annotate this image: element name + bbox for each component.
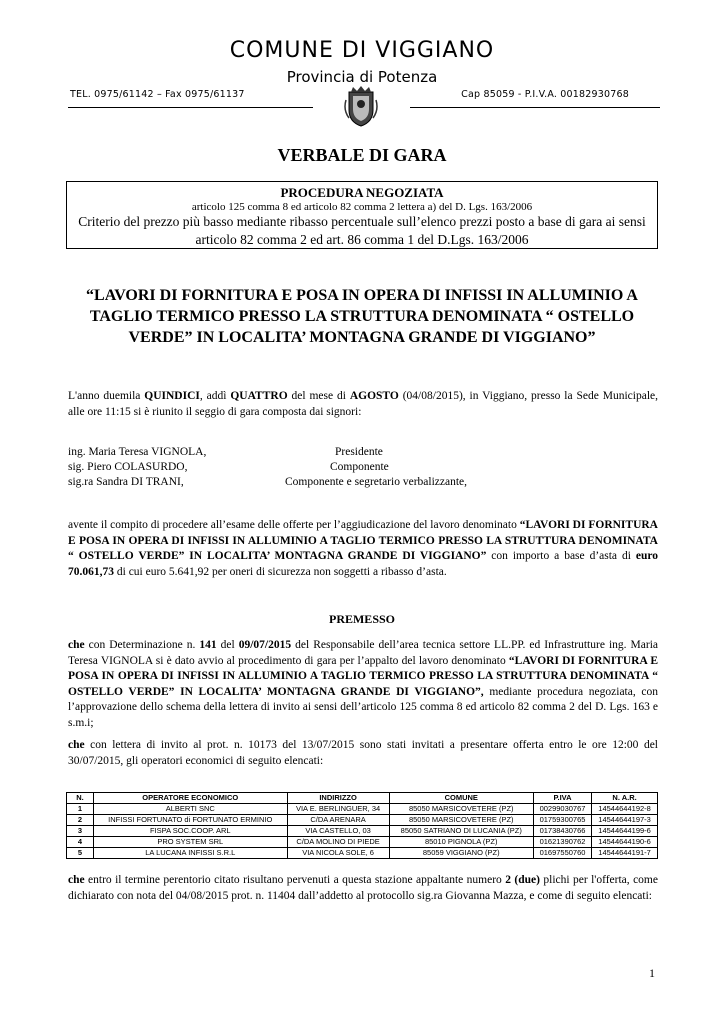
- table-cell: 14544644190-6: [592, 837, 658, 848]
- che-keyword: che: [68, 739, 85, 751]
- intro-year: QUINDICI: [144, 390, 200, 402]
- task-paragraph: [68, 518, 658, 580]
- member-name: sig. Piero COLASURDO,: [68, 461, 188, 473]
- table-row: [67, 848, 658, 859]
- table-row: [67, 837, 658, 848]
- premesso-paragraph-1: [68, 638, 658, 731]
- contact-cap-piva: Cap 85059 - P.I.V.A. 00182930768: [461, 89, 629, 100]
- column-header: COMUNE: [389, 793, 533, 804]
- procedure-box: [66, 181, 658, 249]
- document-title: VERBALE DI GARA: [277, 145, 447, 165]
- intro-text: del mese di: [287, 390, 350, 402]
- intro-text: , addì: [199, 390, 231, 402]
- determination-date: 09/07/2015: [238, 639, 292, 651]
- table-cell: 85050 MARSICOVETERE (PZ): [389, 804, 533, 815]
- premesso-text: entro il termine perentorio citato risultano pervenuti a questa stazione appaltante numero: [84, 874, 506, 886]
- table-cell: 14544644197-3: [592, 815, 658, 826]
- che-keyword: che: [68, 874, 85, 886]
- table-cell: 14544644192-8: [592, 804, 658, 815]
- table-cell: PRO SYSTEM SRL: [94, 837, 288, 848]
- table-cell: ALBERTI SNC: [94, 804, 288, 815]
- task-work-title: “LAVORI DI FORNITURA E POSA IN OPERA DI INFISSI IN ALLUMINIO A TAGLIO TERMICO PRESSO LA STRUTTURA DENOMINATA “ OSTELLO VERDE” IN LOCALITA’ MONTAGNA GRANDE DI VIGGIANO”: [68, 519, 658, 562]
- table-cell: 85059 VIGGIANO (PZ): [389, 848, 533, 859]
- province-subtitle: Provincia di Potenza: [286, 68, 438, 86]
- envelope-count: 2 (due): [505, 874, 540, 886]
- column-header: P.IVA: [533, 793, 591, 804]
- task-amount: euro 70.061,73: [68, 550, 658, 578]
- member-name: sig.ra Sandra DI TRANI,: [68, 476, 184, 488]
- intro-text: (04/08/2015), in Viggiano, presso la Sede Municipale, alle ore 11:15 si è riunito il seggio di gara composta dai signori:: [68, 390, 658, 418]
- intro-day: QUATTRO: [230, 390, 288, 402]
- table-row: [67, 804, 658, 815]
- table-cell: INFISSI FORTUNATO di FORTUNATO ERMINIO: [94, 815, 288, 826]
- table-cell: FISPA SOC.COOP. ARL: [94, 826, 288, 837]
- table-cell: 5: [67, 848, 94, 859]
- coat-of-arms-icon: [343, 86, 379, 128]
- task-text: di cui euro 5.641,92 per oneri di sicurezza non soggetti a ribasso d’asta.: [114, 565, 447, 578]
- task-text: avente il compito di procedere all’esame delle offerte per l’aggiudicazione del lavoro denominato: [68, 519, 520, 531]
- header-rule-right: [410, 107, 660, 108]
- che-keyword: che: [68, 639, 85, 651]
- member-name: ing. Maria Teresa VIGNOLA,: [68, 446, 207, 458]
- page-number: 1: [649, 966, 655, 980]
- table-cell: 00299030767: [533, 804, 591, 815]
- table-cell: 01697550760: [533, 848, 591, 859]
- premesso-text: del: [216, 639, 239, 651]
- premesso-text: con Determinazione n.: [84, 639, 200, 651]
- table-row: [67, 815, 658, 826]
- premesso-text: plichi per l'offerta, come dichiarato con nota del 04/08/2015 prot. n. 11404 dall’addetto al protocollo sig.ra Giovanna Mazza, e come di seguito elencati:: [68, 874, 658, 902]
- table-cell: 85050 MARSICOVETERE (PZ): [389, 815, 533, 826]
- table-cell: 01759300765: [533, 815, 591, 826]
- table-cell: C/DA MOLINO DI PIEDE: [287, 837, 389, 848]
- table-cell: 3: [67, 826, 94, 837]
- table-cell: 85050 SATRIANO DI LUCANIA (PZ): [389, 826, 533, 837]
- determination-number: 141: [199, 639, 217, 651]
- table-cell: 4: [67, 837, 94, 848]
- table-cell: 2: [67, 815, 94, 826]
- table-cell: 14544644199-6: [592, 826, 658, 837]
- table-cell: LA LUCANA INFISSI S.R.L: [94, 848, 288, 859]
- table-cell: 01738430766: [533, 826, 591, 837]
- premesso-paragraph-2: [68, 738, 658, 769]
- table-cell: VIA CASTELLO, 03: [287, 826, 389, 837]
- column-header: OPERATORE ECONOMICO: [94, 793, 288, 804]
- intro-text: L'anno duemila: [68, 390, 145, 402]
- column-header: INDIRIZZO: [287, 793, 389, 804]
- table-cell: 1: [67, 804, 94, 815]
- table-cell: C/DA ARENARA: [287, 815, 389, 826]
- table-cell: 14544644191-7: [592, 848, 658, 859]
- table-cell: 85010 PIGNOLA (PZ): [389, 837, 533, 848]
- table-cell: VIA E. BERLINGUER, 34: [287, 804, 389, 815]
- premesso-work-title: “LAVORI DI FORNITURA E POSA IN OPERA DI INFISSI IN ALLUMINIO A TAGLIO TERMICO PRESSO LA STRUTTURA DENOMINATA “ OSTELLO VERDE” IN LOCALITA’ MONTAGNA GRANDE DI VIGGIANO”,: [68, 654, 658, 698]
- table-header-row: [67, 793, 658, 804]
- premesso-paragraph-3: [68, 873, 658, 904]
- contact-phone-fax: TEL. 0975/61142 – Fax 0975/61137: [70, 89, 245, 100]
- column-header: N.: [67, 793, 94, 804]
- procedure-heading: PROCEDURA NEGOZIATA: [280, 185, 444, 200]
- task-text: con importo a base d’asta di: [486, 550, 636, 562]
- premesso-text: con lettera di invito al prot. n. 10173 del 13/07/2015 sono stati invitati a presentare offerta entro le ore 12:00 del 30/07/2015, gli operatori economici di seguito elencati:: [68, 739, 658, 767]
- premesso-text: del Responsabile dell’area tecnica settore LL.PP. ed Infrastrutture ing. Maria Teresa VIGNOLA si è dato avvio al procedimento di gara per l’appalto del lavoro denominato: [68, 639, 658, 667]
- table-row: [67, 826, 658, 837]
- table-cell: VIA NICOLA SOLE, 6: [287, 848, 389, 859]
- member-role: Componente: [330, 461, 389, 473]
- member-role: Componente e segretario verbalizzante,: [285, 476, 468, 488]
- procedure-criterion: Criterio del prezzo più basso mediante ribasso percentuale sull’elenco prezzi posto a base di gara ai sensi articolo 82 comma 2 ed art. 86 comma 1 del D.Lgs. 163/2006: [78, 214, 646, 247]
- procedure-legal-reference: articolo 125 comma 8 ed articolo 82 comma 2 lettera a) del D. Lgs. 163/2006: [191, 201, 533, 213]
- intro-month: AGOSTO: [349, 390, 399, 402]
- premesso-text: mediante procedura negoziata, con l’approvazione dello schema della lettera di invito ai sensi dell’articolo 125 comma 8 ed articolo 82 comma 2 del D. Lgs. 163 e s.m.i;: [68, 685, 658, 729]
- operators-table: [66, 792, 658, 859]
- table-cell: 01621390762: [533, 837, 591, 848]
- member-role: Presidente: [335, 446, 383, 458]
- header-rule-left: [68, 107, 313, 108]
- work-title: “LAVORI DI FORNITURA E POSA IN OPERA DI INFISSI IN ALLUMINIO A TAGLIO TERMICO PRESSO LA STRUTTURA DENOMINATA “ OSTELLO VERDE” IN LOCALITA’ MONTAGNA GRANDE DI VIGGIANO”: [86, 287, 638, 346]
- intro-paragraph: [68, 389, 658, 420]
- premesso-heading: PREMESSO: [328, 612, 395, 626]
- municipality-title: COMUNE DI VIGGIANO: [229, 38, 495, 63]
- column-header: N. A.R.: [592, 793, 658, 804]
